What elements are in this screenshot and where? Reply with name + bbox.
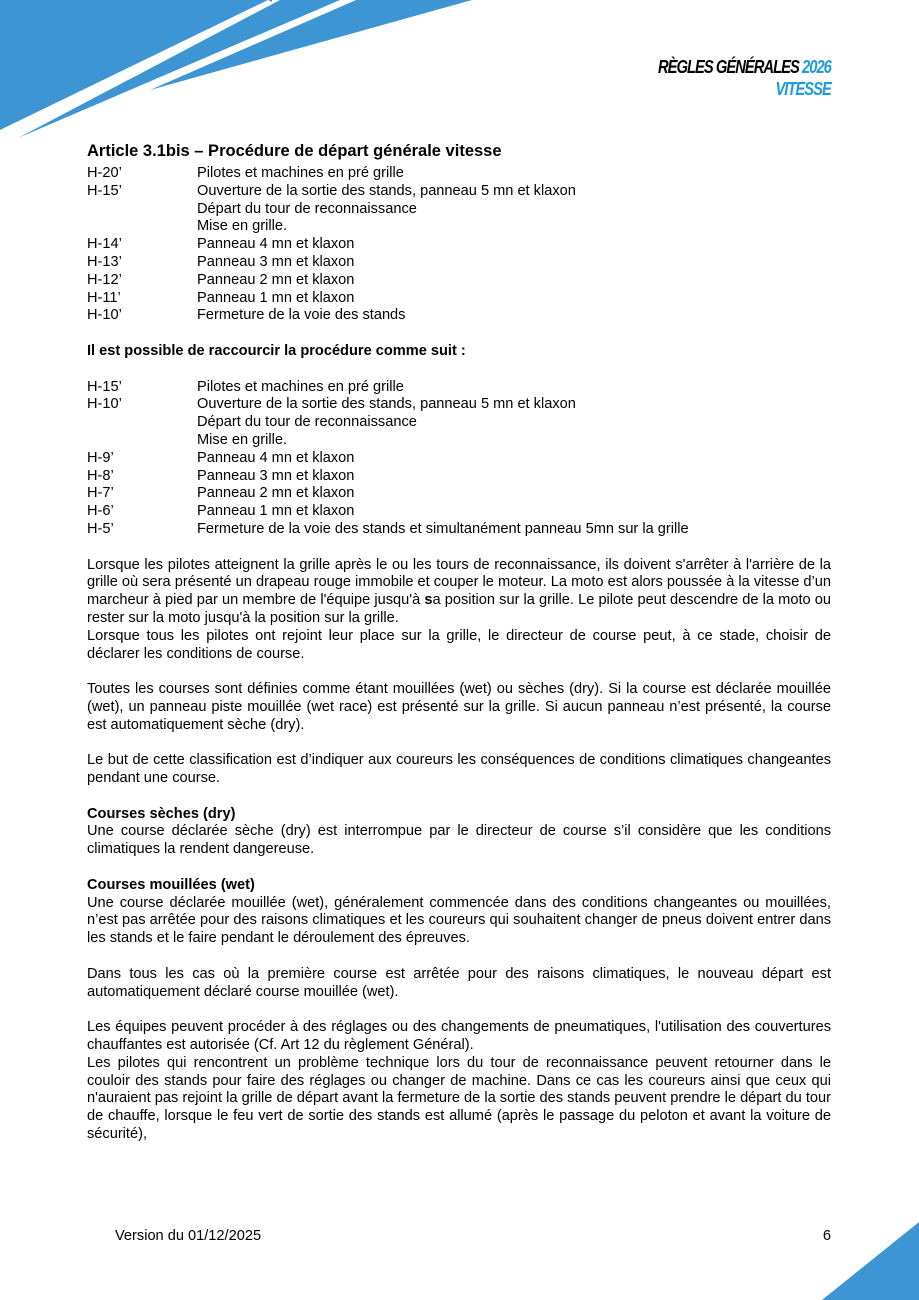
schedule-row [87,503,831,521]
schedule-row [87,379,831,397]
schedule-time: H-20’ [87,165,122,181]
schedule-row [87,290,831,308]
schedule-desc: Fermeture de la voie des stands et simultanément panneau 5mn sur la grille [197,520,689,537]
schedule-desc: Panneau 3 mn et klaxon [197,253,355,270]
schedule-line: Mise en grille. [197,218,288,235]
schedule-row [87,165,831,183]
schedule-time: H-6’ [87,503,114,520]
schedule-line: Ouverture de la sortie des stands, panneau 5 mn et klaxon [197,396,576,413]
dry-race-text: Une course déclarée sèche (dry) est interrompue par le directeur de course s’il considère que les conditions climatiques la rendent dangereuse. [87,823,831,858]
schedule-row [87,485,831,503]
spacer [87,788,831,806]
paragraph-classification-purpose: Le but de cette classification est d’indiquer aux coureurs les conséquences de conditions climatiques changeantes pendant une course. [87,752,831,787]
schedule-line: Ouverture de la sortie des stands, panneau 5 mn et klaxon [197,182,576,199]
dry-race-heading: Courses sèches (dry) [87,805,236,822]
standard-schedule [87,165,831,325]
brand-title: RÈGLES GÉNÉRALES [658,57,799,77]
paragraph-technical-problem: Les pilotes qui rencontrent un problème technique lors du tour de reconnaissance peuvent retourner dans le couloir des stands pour faire des réglages ou changer de machine. Dans ce cas les coureurs ainsi que ceux qui n'auraient pas rejoint la grille de départ avant la fermeture de la sortie des stands peuvent prendre le départ du tour de chauffe, lorsque le feu vert de sortie des stands est allumé (après le passage du peloton et avant la voiture de sécurité), [87,1054,831,1143]
schedule-row [87,450,831,468]
schedule-time: H-7’ [87,485,114,502]
document-body [87,141,831,1144]
brand-year: 2026 [802,57,831,77]
schedule-time: H-14’ [87,236,122,253]
schedule-desc [197,396,831,449]
schedule-time: H-15’ [87,378,122,395]
schedule-desc: Panneau 3 mn et klaxon [197,467,355,484]
wet-race-text: Une course déclarée mouillée (wet), généralement commencée dans des conditions changeantes ou mouillées, n’est pas arrêtée pour des raisons climatiques et les coureurs qui souhaitent changer de pneus doivent entrer dans les stands et le faire pendant le déroulement des épreuves. [87,894,831,947]
short-procedure-intro: Il est possible de raccourcir la procédure comme suit : [87,342,466,359]
schedule-desc: Panneau 4 mn et klaxon [197,449,355,466]
paragraph-restart-wet: Dans tous les cas où la première course est arrêtée pour des raisons climatiques, le nouveau départ est automatiquement déclaré course mouillée (wet). [87,965,831,1000]
spacer [87,859,831,877]
wet-race-heading: Courses mouillées (wet) [87,876,255,893]
schedule-desc: Panneau 1 mn et klaxon [197,289,355,306]
schedule-line: Mise en grille. [197,431,288,448]
schedule-desc: Fermeture de la voie des stands [197,307,406,324]
spacer [87,948,831,966]
spacer [87,735,831,753]
document-brand-header [658,56,831,100]
schedule-row [87,254,831,272]
spacer [87,1001,831,1019]
spacer [87,539,831,557]
footer-triangle-decoration [820,1220,919,1300]
schedule-row [87,521,831,539]
paragraph-wet-dry-definition: Toutes les courses sont définies comme étant mouillées (wet) ou sèches (dry). Si la course est déclarée mouillée (wet), un panneau piste mouillée (wet race) est présenté sur la grille. Si aucun panneau n’est présenté, la course est automatiquement sèche (dry). [87,681,831,733]
schedule-desc: Pilotes et machines en pré grille [197,165,404,181]
spacer [87,361,831,379]
schedule-desc: Panneau 1 mn et klaxon [197,503,355,520]
schedule-time: H-8’ [87,467,114,484]
schedule-desc: Panneau 2 mn et klaxon [197,485,355,502]
schedule-desc: Panneau 4 mn et klaxon [197,236,355,253]
schedule-row [87,396,831,449]
schedule-row [87,307,831,325]
schedule-time: H-13’ [87,253,122,270]
spacer [87,325,831,343]
schedule-desc: Panneau 2 mn et klaxon [197,271,355,288]
schedule-row [87,468,831,486]
schedule-row [87,272,831,290]
schedule-time: H-10’ [87,396,122,413]
schedule-row [87,183,831,236]
paragraph-declare-conditions: Lorsque tous les pilotes ont rejoint leur place sur la grille, le directeur de course peut, à ce stade, choisir de déclarer les conditions de course. [87,627,831,662]
article-title: Article 3.1bis – Procédure de départ générale vitesse [87,142,502,160]
schedule-time: H-5’ [87,520,114,537]
schedule-desc: Pilotes et machines en pré grille [197,378,404,395]
schedule-time: H-11’ [87,289,121,306]
paragraph-grid-arrival: Lorsque les pilotes atteignent la grille après le ou les tours de reconnaissance, ils doivent s'arrêter à l'arrière de la grille où sera présenté un drapeau rouge immobile et couper le moteur. La moto est alors poussée à la vitesse d’un marcheur à pied par un membre de l'équipe jusqu'à sa position sur la grille. Le pilote peut descendre de la moto ou rester sur la moto jusqu'à la position sur la grille. [87,556,831,626]
schedule-time: H-10’ [87,307,122,324]
paragraph-tyre-changes: Les équipes peuvent procéder à des réglages ou des changements de pneumatiques, l'utilisation des couvertures chauffantes est autorisée (Cf. Art 12 du règlement Général). [87,1019,831,1054]
schedule-line: Départ du tour de reconnaissance [197,200,417,217]
schedule-row [87,236,831,254]
brand-discipline: VITESSE [775,79,831,99]
schedule-time: H-15’ [87,182,122,199]
schedule-time: H-12’ [87,271,122,288]
schedule-line: Départ du tour de reconnaissance [197,414,417,431]
short-schedule [87,379,831,539]
page-number: 6 [822,1228,831,1244]
header-stripes-decoration [0,0,480,145]
schedule-desc [197,183,831,236]
footer-version: Version du 01/12/2025 [115,1228,262,1244]
schedule-time: H-9’ [87,449,114,466]
spacer [87,663,831,681]
